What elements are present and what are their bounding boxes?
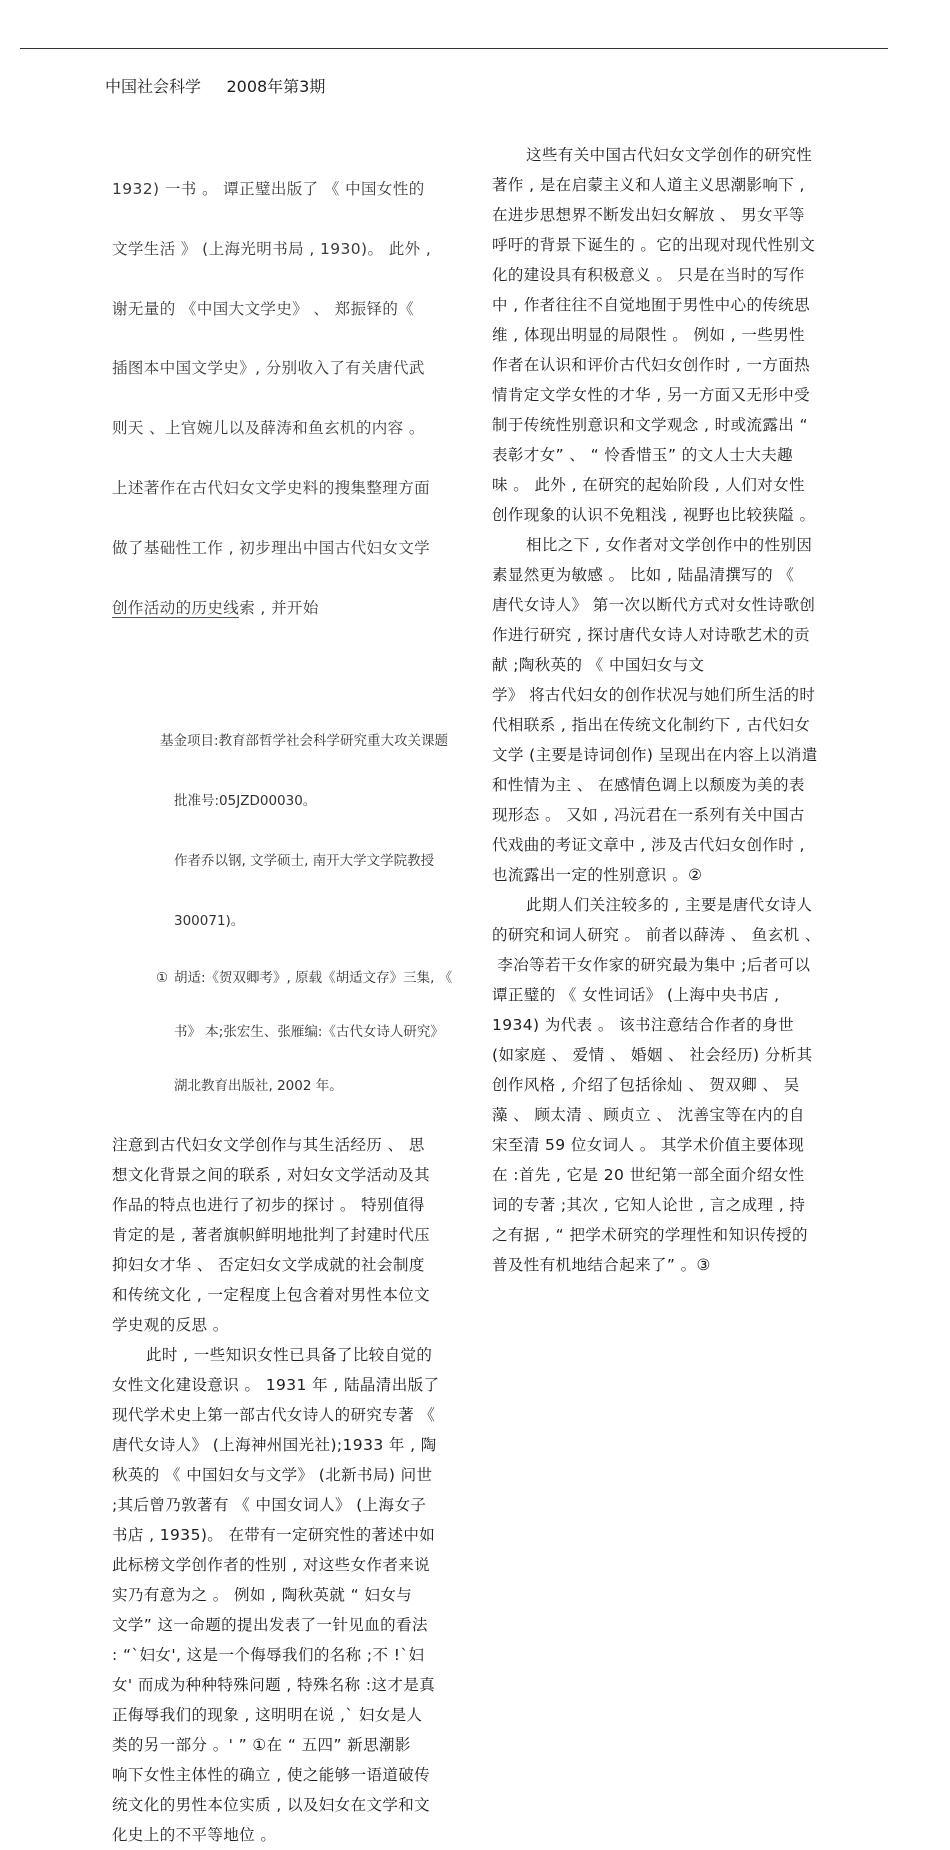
text-line: 现形态 。 又如 , 冯沅君在一系列有关中国古	[492, 806, 805, 824]
text-line: 词的专著 ;其次 , 它知人论世 , 言之成理 , 持	[492, 1196, 806, 1214]
text: 索 , 并开始	[239, 598, 319, 617]
text-line: 实乃有意为之 。 例如 , 陶秋英就 “ 妇女与	[112, 1586, 413, 1605]
text-line: 此标榜文学创作者的性别 , 对这些女作者来说	[112, 1556, 431, 1575]
author-note: 作者乔以钢, 文学硕士, 南开大学文学院教授	[174, 853, 435, 870]
text-line: 李冶等若干女作家的研究最为集中 ;后者可以	[492, 956, 811, 974]
footnote-1-line: 书》 本;张宏生、张雁编:《古代女诗人研究》	[174, 1024, 444, 1041]
fund-note: 基金项目:教育部哲学社会科学研究重大攻关课题	[160, 733, 449, 750]
text-line: 响下女性主体性的确立 , 使之能够一语道破传	[112, 1766, 431, 1785]
text-line: 化史上的不平等地位 。	[112, 1826, 277, 1845]
text-line: 情肯定文学女性的才华 , 另一方面又无形中受	[492, 386, 811, 404]
text-line: 在 :首先 , 它是 20 世纪第一部全面介绍女性	[492, 1166, 805, 1184]
text-line: 代相联系 , 指出在传统文化制约下 , 古代妇女	[492, 716, 811, 734]
text-line: 上述著作在古代妇女文学史料的搜集整理方面	[112, 478, 431, 497]
text-line: 宋至清 59 位女词人 。 其学术价值主要体现	[492, 1136, 805, 1154]
text-line: 代戏曲的考证文章中 , 涉及古代妇女创作时 ,	[492, 836, 805, 854]
text-line: 味 。 此外 , 在研究的起始阶段 , 人们对女性	[492, 476, 805, 494]
text-line: : “`妇女', 这是一个侮辱我们的名称 ;不 !`妇	[112, 1646, 425, 1665]
text-line: 作者在认识和评价古代妇女创作时 , 一方面热	[492, 356, 811, 374]
text-line: 呼吁的背景下诞生的 。它的出现对现代性别文	[492, 236, 816, 254]
text-line: 学》 将古代妇女的创作状况与她们所生活的时	[492, 686, 816, 704]
fund-number: 批准号:05JZD00030。	[174, 793, 317, 810]
right-column-body	[492, 140, 887, 1280]
text-line: 献 ;陶秋英的 《 中国妇女与文	[492, 656, 705, 674]
text-line: ;其后曾乃敦著有 《 中国女词人》 (上海女子	[112, 1496, 427, 1515]
issue-number: 2008年第3期	[226, 77, 326, 96]
text-line: 之有据 , “ 把学术研究的学理性和知识传授的	[492, 1226, 808, 1244]
right-column	[492, 142, 887, 1280]
text-line: 文学 (主要是诗词创作) 呈现出在内容上以消遣	[492, 746, 818, 764]
text-line: 也流露出一定的性别意识 。②	[492, 866, 703, 884]
text-line: 女' 而成为种种特殊问题 , 特殊名称 :这才是真	[112, 1676, 436, 1695]
text-line: 创作现象的认识不免粗浅 , 视野也比较狭隘 。	[492, 506, 816, 524]
text-line: 唐代女诗人》 第一次以断代方式对女性诗歌创	[492, 596, 816, 614]
text-line: 则天 、上官婉儿以及薛涛和鱼玄机的内容 。	[112, 419, 425, 438]
footnotes	[112, 695, 480, 1129]
text: 胡适:《贺双卿考》, 原载《胡适文存》三集, 《	[174, 970, 453, 987]
text-line: 作进行研究 , 探讨唐代女诗人对诗歌艺术的贡	[492, 626, 811, 644]
text-line: 想文化背景之间的联系 , 对妇女文学活动及其	[112, 1166, 431, 1185]
text-line: 文学生活 》 (上海光明书局 , 1930)。 此外 ,	[112, 239, 432, 258]
text-line: 普及性有机地结合起来了” 。③	[492, 1256, 711, 1274]
underlined-text: 创作活动的历史线	[112, 598, 240, 617]
text-line: 正侮辱我们的现象 , 这明明在说 ,` 妇女是人	[112, 1706, 423, 1725]
text-line: 女性文化建设意识 。 1931 年 , 陆晶清出版了	[112, 1376, 440, 1395]
left-column	[112, 142, 480, 1850]
text-line: 1934) 为代表 。 该书注意结合作者的身世	[492, 1016, 794, 1034]
text-line: 著作 , 是在启蒙主义和人道主义思潮影响下 ,	[492, 176, 805, 194]
text-line: 此期人们关注较多的 , 主要是唐代女诗人	[526, 896, 813, 914]
text-line: 维 , 体现出明显的局限性 。 例如 , 一些男性	[492, 326, 805, 344]
text-line: 秋英的 《 中国妇女与文学》 (北新书局) 问世	[112, 1466, 433, 1485]
text-line: 化的建设具有积极意义 。 只是在当时的写作	[492, 266, 805, 284]
text-line: 谢无量的 《中国大文学史》 、 郑振铎的《	[112, 299, 415, 318]
text-line: 的研究和词人研究 。 前者以薛涛 、 鱼玄机 、	[492, 926, 821, 944]
text-line	[112, 597, 480, 621]
text-line: 唐代女诗人》 (上海神州国光社);1933 年 , 陶	[112, 1436, 437, 1455]
text-line: 学史观的反思 。	[112, 1316, 229, 1335]
text-line: 作品的特点也进行了初步的探讨 。 特别值得	[112, 1196, 425, 1215]
text-line: 1932) 一书 。 谭正璧出版了 《 中国女性的	[112, 180, 425, 198]
text-line: (如家庭 、 爱情 、 婚姻 、 社会经历) 分析其	[492, 1046, 813, 1064]
text-line: 抑妇女才华 、 否定妇女文学成就的社会制度	[112, 1256, 425, 1275]
text-line: 做了基础性工作 , 初步理出中国古代妇女文学	[112, 538, 431, 557]
left-column-body	[112, 1130, 480, 1850]
text-line: 书店 , 1935)。 在带有一定研究性的著述中如	[112, 1526, 436, 1545]
text-line: 此时 , 一些知识女性已具备了比较自觉的	[146, 1346, 433, 1365]
text-line: 藻 、 顾太清 、顾贞立 、 沈善宝等在内的自	[492, 1106, 805, 1124]
text-line: 现代学术史上第一部古代女诗人的研究专著 《	[112, 1406, 436, 1425]
text-line: 创作风格 , 介绍了包括徐灿 、 贺双卿 、 吴	[492, 1076, 800, 1094]
text-line: 表彰才女” 、 “ 怜香惜玉” 的文人士大夫趣	[492, 446, 793, 464]
text-line: 这些有关中国古代妇女文学创作的研究性	[526, 146, 813, 164]
text-line: 在进步思想界不断发出妇女解放 、 男女平等	[492, 206, 805, 224]
intro-paragraph	[112, 142, 480, 656]
text-line: 插图本中国文学史》, 分别收入了有关唐代武	[112, 359, 425, 378]
journal-title: 中国社会科学	[105, 77, 202, 96]
text-line: 类的另一部分 。' ” ①在 “ 五四” 新思潮影	[112, 1736, 411, 1755]
header-rule	[20, 48, 888, 49]
text-line: 和传统文化 , 一定程度上包含着对男性本位文	[112, 1286, 431, 1305]
footnote-marker: ①	[156, 970, 169, 987]
text-line: 制于传统性别意识和文学观念 , 时或流露出 “	[492, 416, 808, 434]
footnote-1-line: 湖北教育出版社, 2002 年。	[174, 1078, 343, 1095]
text-line: 注意到古代妇女文学创作与其生活经历 、 思	[112, 1136, 425, 1155]
running-header	[105, 74, 325, 97]
text-line: 谭正璧的 《 女性词话》 (上海中央书店 ,	[492, 986, 780, 1004]
author-postcode: 300071)。	[174, 913, 245, 930]
text-line: 素显然更为敏感 。 比如 , 陆晶清撰写的 《	[492, 566, 795, 584]
text-line: 统文化的男性本位实质 , 以及妇女在文学和文	[112, 1796, 431, 1815]
text-line: 相比之下 , 女作者对文学创作中的性别因	[526, 536, 813, 554]
footnote-1-line	[156, 967, 480, 989]
text-line: 肯定的是 , 著者旗帜鲜明地批判了封建时代压	[112, 1226, 431, 1245]
text-line: 中 , 作者往往不自觉地囿于男性中心的传统思	[492, 296, 811, 314]
text-line: 文学” 这一命题的提出发表了一针见血的看法	[112, 1616, 428, 1635]
text-line: 和性情为主 、 在感情色调上以颓废为美的表	[492, 776, 805, 794]
